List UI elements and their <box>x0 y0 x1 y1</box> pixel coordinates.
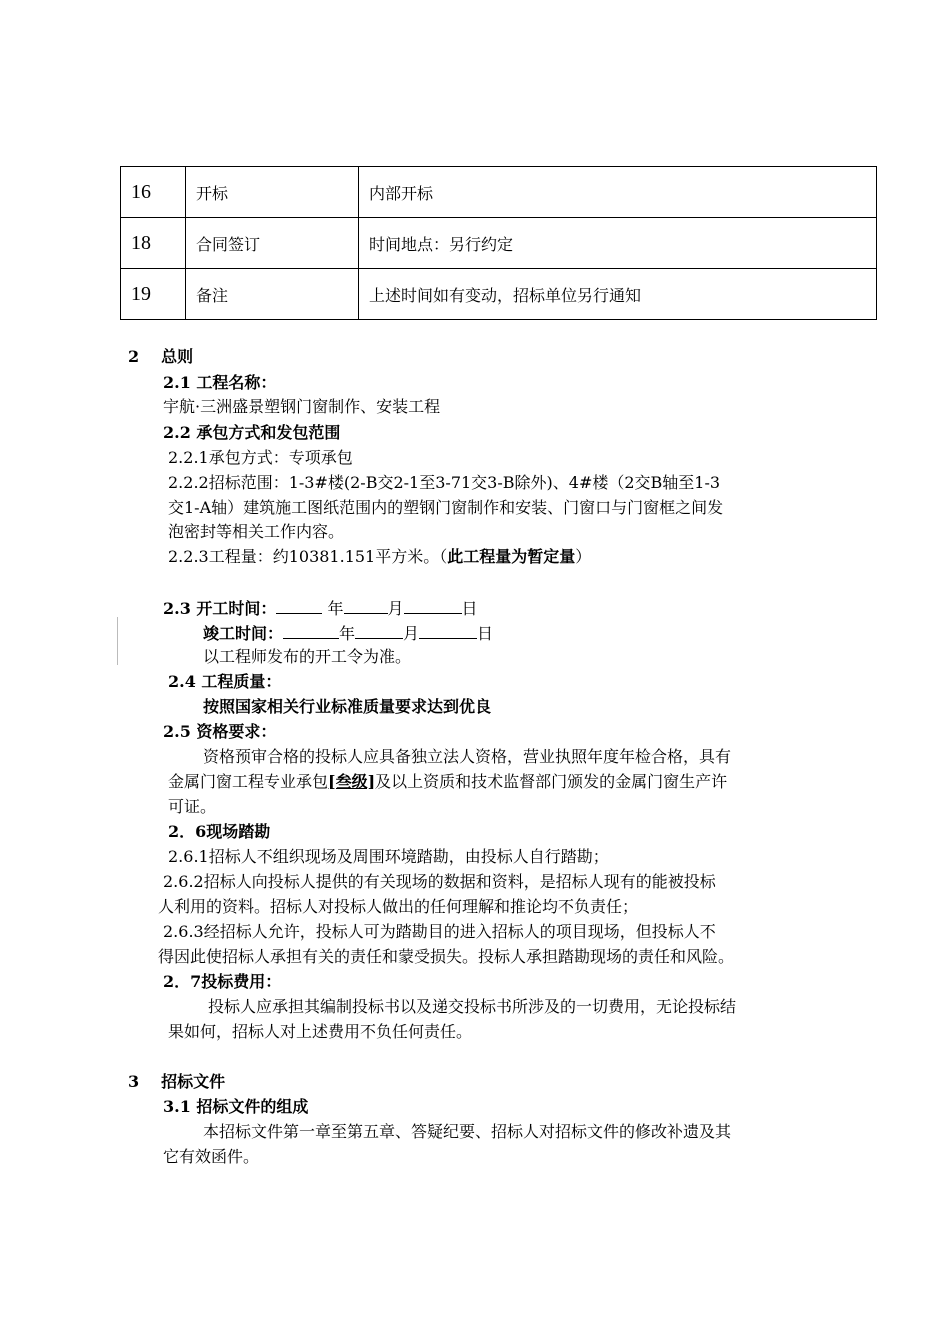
section-title: 总则 <box>161 347 194 366</box>
start-year-blank <box>276 597 322 614</box>
bid-cost-line: 投标人应承担其编制投标书以及递交投标书所涉及的一切费用，无论投标结 <box>208 997 737 1016</box>
month-label: 月 <box>387 599 404 618</box>
qualification-line <box>168 772 727 792</box>
row-number: 19 <box>121 269 186 320</box>
document-composition-line: 本招标文件第一章至第五章、答疑纪要、招标人对招标文件的修改补遗及其 <box>203 1122 732 1141</box>
row-content: 内部开标 <box>359 167 877 218</box>
paragraph-2-6-2-line: 人利用的资料。招标人对投标人做出的任何理解和推论均不负责任； <box>158 897 639 916</box>
row-item: 开标 <box>186 167 359 218</box>
paragraph-2-2-1: 2.2.1承包方式：专项承包 <box>168 448 353 467</box>
end-year-blank <box>283 622 339 639</box>
schedule-table <box>120 166 877 320</box>
row-content: 上述时间如有变动，招标单位另行通知 <box>359 269 877 320</box>
subsection-2-5-title: 2.5 资格要求： <box>163 722 277 741</box>
start-date-line <box>163 597 478 619</box>
section-number: 3 <box>128 1072 140 1091</box>
qualification-text: 金属门窗工程专业承包 <box>168 772 329 791</box>
end-date-line <box>203 622 493 644</box>
document-composition-line: 它有效函件。 <box>163 1147 260 1166</box>
paragraph-2-2-2-line: 交1-A轴）建筑施工图纸范围内的塑钢门窗制作和安装、门窗口与门窗框之间发 <box>168 498 724 517</box>
section-number: 2 <box>128 347 140 366</box>
subsection-3-1-title: 3.1 招标文件的组成 <box>163 1097 309 1116</box>
paragraph-2-6-1: 2.6.1招标人不组织现场及周围环境踏勘，由投标人自行踏勘； <box>168 847 609 866</box>
provisional-note: 此工程量为暂定量 <box>447 547 576 566</box>
paragraph-2-2-2-line: 泡密封等相关工作内容。 <box>168 522 345 541</box>
end-month-blank <box>355 622 403 639</box>
end-day-blank <box>419 622 477 639</box>
row-number: 16 <box>121 167 186 218</box>
row-content: 时间地点：另行约定 <box>359 218 877 269</box>
year-label: 年 <box>327 599 344 618</box>
paragraph-2-2-2-line: 2.2.2招标范围：1-3#楼(2-B交2-1至3-71交3-B除外)、4#楼（2交B轴至1-3 <box>168 473 721 492</box>
quantity-text: 2.2.3工程量：约10381.151平方米。（ <box>168 547 448 566</box>
quality-requirement: 按照国家相关行业标准质量要求达到优良 <box>203 697 492 716</box>
day-label: 日 <box>477 624 494 643</box>
section-title: 招标文件 <box>161 1072 226 1091</box>
qualification-line: 可证。 <box>168 797 217 816</box>
table-row <box>121 269 877 320</box>
margin-marker <box>117 617 118 665</box>
closing-paren: ） <box>575 547 592 566</box>
project-name: 宇航·三洲盛景塑钢门窗制作、安装工程 <box>163 397 441 416</box>
start-month-blank <box>344 597 388 614</box>
row-number: 18 <box>121 218 186 269</box>
row-item: 合同签订 <box>186 218 359 269</box>
section-2-heading <box>128 347 193 367</box>
start-order-note: 以工程师发布的开工令为准。 <box>203 647 412 666</box>
subsection-2-1-title: 2.1 工程名称： <box>163 373 277 392</box>
section-3-heading <box>128 1072 225 1092</box>
paragraph-2-2-3 <box>168 547 591 567</box>
start-date-label: 2.3 开工时间： <box>163 599 277 618</box>
qualification-text: 及以上资质和技术监督部门颁发的金属门窗生产许 <box>375 772 728 791</box>
month-label: 月 <box>403 624 420 643</box>
start-day-blank <box>404 597 462 614</box>
paragraph-2-6-2-line: 2.6.2招标人向投标人提供的有关现场的数据和资料，是招标人现有的能被投标 <box>163 872 716 891</box>
grade-link[interactable]: [叁级] <box>328 772 376 791</box>
row-item: 备注 <box>186 269 359 320</box>
table-row <box>121 218 877 269</box>
qualification-line: 资格预审合格的投标人应具备独立法人资格，营业执照年度年检合格，具有 <box>203 747 732 766</box>
paragraph-2-6-3-line: 2.6.3经招标人允许，投标人可为踏勘目的进入招标人的项目现场，但投标人不 <box>163 922 716 941</box>
bid-cost-line: 果如何，招标人对上述费用不负任何责任。 <box>168 1022 473 1041</box>
year-label: 年 <box>339 624 356 643</box>
subsection-2-6-title: 2．6现场踏勘 <box>168 822 271 841</box>
day-label: 日 <box>461 599 478 618</box>
table-row <box>121 167 877 218</box>
subsection-2-4-title: 2.4 工程质量： <box>168 672 282 691</box>
subsection-2-2-title: 2.2 承包方式和发包范围 <box>163 423 341 442</box>
end-date-label: 竣工时间： <box>203 624 284 643</box>
subsection-2-7-title: 2．7投标费用： <box>163 972 282 991</box>
paragraph-2-6-3-line: 得因此使招标人承担有关的责任和蒙受损失。投标人承担踏勘现场的责任和风险。 <box>158 947 735 966</box>
